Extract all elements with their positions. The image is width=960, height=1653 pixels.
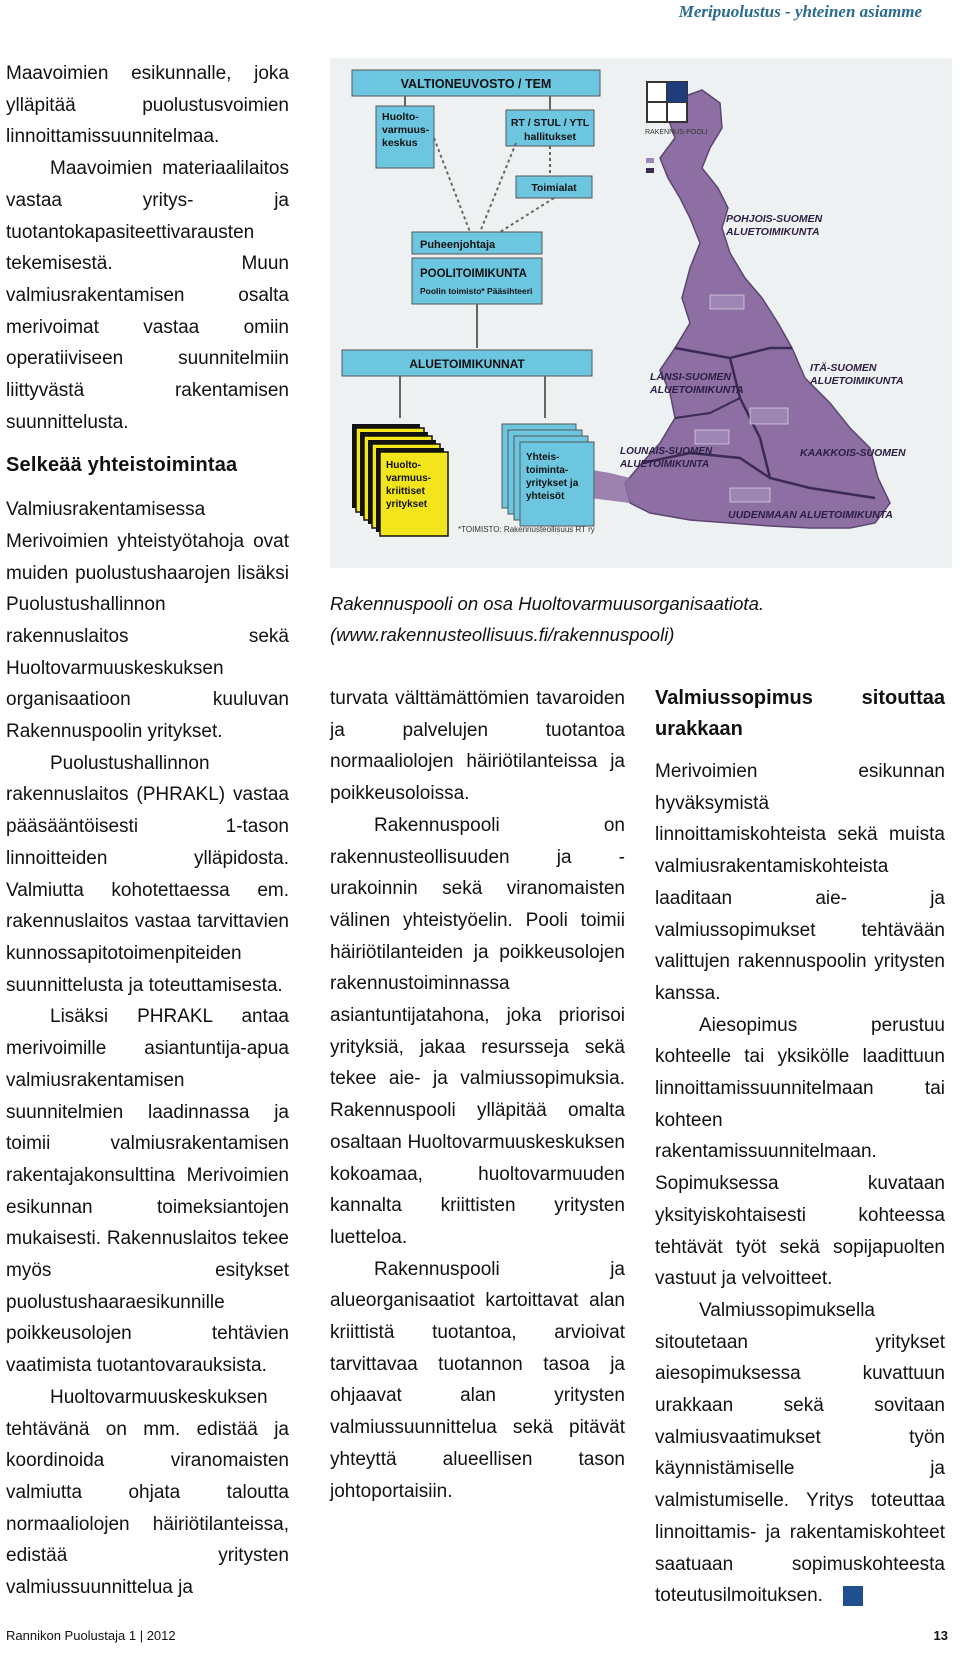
valtioneuvosto-box-label: VALTIONEUVOSTO / TEM: [400, 77, 552, 91]
coop-label: Yhteis-: [526, 452, 560, 463]
rt-box-label: hallitukset: [524, 131, 576, 143]
paragraph: Rakennuspooli on rakennusteollisuuden ja -urakoinnin sekä viranomaisten välinen yhteistyöelin. Pooli toimii häiriötilanteiden ja poikkeusolojen rakennustoiminnassa asiantuntijatahona, joka priorisoi yrityksiä, jakaa resursseja sekä tekee aie- ja valmiussopimuksia. Rakennuspooli ylläpitää omalta osaltaan Huoltovarmuuskeskuksen kokoamaa, huoltovarmuuden kannalta kriittisten yritysten luetteloa.: [330, 814, 625, 1248]
region-label: ALUETOIMIKUNTA: [650, 384, 744, 396]
coop-label: toiminta-: [526, 465, 569, 476]
hvk-label: keskus: [382, 137, 418, 149]
region-label: ITÄ-SUOMEN: [810, 362, 877, 374]
article-column-3: [655, 683, 945, 1612]
aluetoimikunnat-label: ALUETOIMIKUNNAT: [409, 357, 525, 371]
paragraph: Maavoimien materiaalilaitos vastaa yritys- ja tuotantokapasiteettivarausten tekemisestä. Muun valmiusrakentamisen osalta merivoimat vastaa omiin operatiiviseen suunnitelmiin liittyvästä rakentamisen suunnittelusta.: [6, 158, 289, 433]
footer-page-number: 13: [933, 1628, 948, 1643]
paragraph: Lisäksi PHRAKL antaa merivoimille asiantuntija-apua valmiusrakentamisen suunnitelmien laadinnassa ja toimii valmiusrakentamisen rakentajakonsulttina Merivoimien esikunnan toimeksiantojen mukaisesti. Rakennuslaitos tekee myös esitykset puolustushaaraesikunnille poikkeusolojen tehtävien vaatimista tuotantovarauksista.: [6, 1006, 289, 1377]
region-label: ALUETOIMIKUNTA: [726, 226, 820, 238]
paragraph: Aiesopimus perustuu kohteelle tai yksikölle laadittuun linnoittamissuunnitelmaan tai kohteen rakentamissuunnitelmaan. Sopimuksessa kuvataan yksityiskohtaisesti kohteessa tehtävät työt sekä sopijapuolten vastuut ja velvoitteet.: [655, 1014, 945, 1290]
paragraph: turvata välttämättömien tavaroiden ja palvelujen tuotantoa normaaliolojen häiriötilanteissa ja poikkeusoloissa.: [330, 688, 625, 805]
paragraph: Merivoimien esikunnan hyväksymistä linnoittamiskohteista sekä muista valmiusrakentamiskohteista laaditaan aie- ja valmiussopimukset tehtävään valittujen rakennuspoolin yritysten kanssa.: [655, 761, 945, 1004]
region-label: ALUETOIMIKUNTA: [620, 459, 710, 470]
article-column-2: [330, 683, 625, 1507]
region-label: KAAKKOIS-SUOMEN: [800, 447, 906, 459]
paragraph: Huoltovarmuuskeskuksen tehtävänä on mm. edistää ja koordinoida viranomaisten valmiutta ohjata taloutta normaaliolojen häiriötilanteissa, edistää yritysten valmiussuunnittelua ja: [6, 1386, 289, 1599]
toimialat-box-label: Toimialat: [531, 182, 577, 194]
caption-line: (www.rakennusteollisuus.fi/rakennuspooli): [330, 624, 675, 645]
caption-line: Rakennuspooli on osa Huoltovarmuusorganisaatiota.: [330, 593, 764, 614]
region-label: LÄNSI-SUOMEN: [650, 371, 732, 383]
coop-label: yhteisöt: [526, 491, 565, 502]
poolitoimikunta-label: POOLITOIMIKUNTA: [420, 268, 527, 280]
critical-label: varmuus-: [386, 473, 432, 484]
paragraph: Maavoimien esikunnalle, joka ylläpitää puolustusvoimien linnoittamissuunnitelmaa.: [6, 63, 289, 148]
cooperation-companies-stack: [502, 424, 594, 526]
region-label: UUDENMAAN ALUETOIMIKUNTA: [728, 509, 893, 521]
critical-label: yritykset: [386, 499, 428, 510]
logo-text: RAKENNUS-POOLI: [645, 129, 708, 136]
article-column-1: [6, 58, 289, 1604]
paragraph: Valmiusrakentamisessa Merivoimien yhteistyötahoja ovat muiden puolustushaarojen lisäksi Puolustushallinnon rakennuslaitos sekä Huoltovarmuuskeskuksen organisaatioon kuuluvan Rakennuspoolin yritykset.: [6, 499, 289, 743]
puheenjohtaja-label: Puheenjohtaja: [420, 239, 496, 251]
section-heading: Selkeää yhteistoimintaa: [6, 454, 238, 477]
critical-label: kriittiset: [386, 486, 425, 497]
critical-label: Huolto-: [386, 460, 421, 471]
figure-caption: [330, 588, 952, 650]
rt-box-label: RT / STUL / YTL: [510, 117, 590, 129]
hvk-label: Huolto-: [382, 111, 419, 123]
region-label: ALUETOIMIKUNTA: [810, 375, 904, 387]
critical-companies-stack: [352, 424, 448, 536]
paragraph-text: Valmiussopimuksella sitoutetaan yritykset aiesopimuksessa kuvattuun urakkaan sekä sovitaan valmiusvaatimukset työn käynnistämiselle ja valmistumiselle. Yritys toteuttaa linnoittamis- ja rakentamiskohteet saatuaan sopimuskohteesta toteutusilmoituksen.: [655, 1299, 945, 1607]
figure-footnote: *TOIMISTO: Rakennusteollisuus RT ry: [458, 525, 595, 534]
region-label: POHJOIS-SUOMEN: [726, 213, 823, 225]
end-of-article-icon: [843, 1586, 863, 1606]
section-heading: Valmiussopimus sitouttaa urakkaan: [655, 687, 945, 740]
footer-publication: Rannikon Puolustaja 1 | 2012: [6, 1628, 176, 1643]
coop-label: yritykset ja: [526, 478, 579, 489]
paragraph: Rakennuspooli ja alueorganisaatiot kartoittavat alan kriittistä tuotantoa, arvioivat tarvittavaa tuotannon tasoa ja ohjaavat alan yritysten valmiussuunnittelua sekä pitävät yhteyttä alueellisen tason johtoportaisiin.: [330, 1258, 625, 1502]
organization-diagram-figure: [330, 58, 952, 568]
region-label: LOUNAIS-SUOMEN: [620, 446, 713, 457]
organization-diagram: [330, 58, 952, 568]
pooli-sub-label: Poolin toimisto* Pääsihteeri: [420, 286, 533, 296]
paragraph: [655, 1295, 945, 1612]
hvk-label: varmuus-: [382, 124, 430, 136]
paragraph: Puolustushallinnon rakennuslaitos (PHRAKL) vastaa pääsääntöisesti 1-tason linnoitteiden ylläpidosta. Valmiutta kohotettaessa em. rakennuslaitos vastaa tarvittavien kunnossapitotoimenpiteiden suunnittelusta ja toteuttamisesta.: [6, 752, 289, 996]
running-head: Meripuolustus - yhteinen asiamme: [678, 2, 922, 21]
